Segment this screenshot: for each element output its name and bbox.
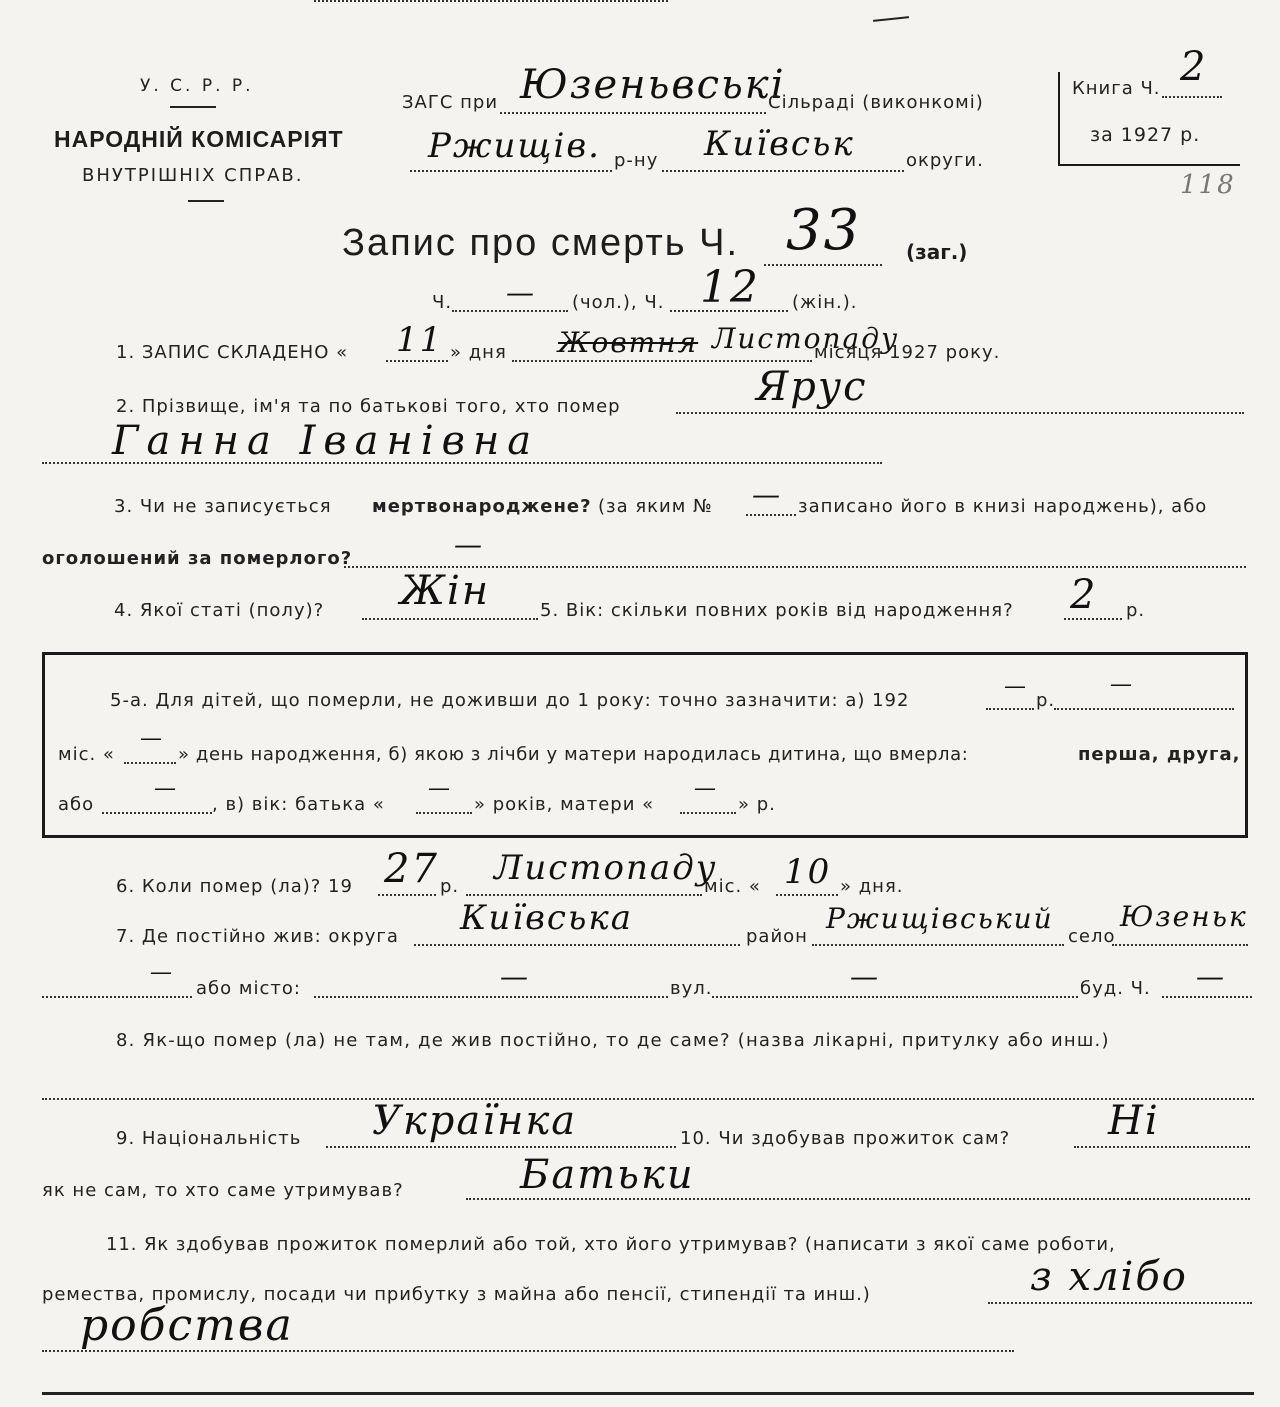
q7-line2-hw: — <box>150 960 174 985</box>
q7-vul-line <box>712 996 1078 998</box>
q5a-mother-hw: — <box>694 776 718 801</box>
q9-answer-hw: Українка <box>372 1098 578 1144</box>
q6-month-hw: Листопаду <box>494 848 718 888</box>
q5a-line2-bold: перша, друга, <box>1078 744 1241 765</box>
q7-misto-hw: — <box>500 960 530 993</box>
q1-suffix: місяця 1927 року. <box>814 342 1001 363</box>
q8-answer-line <box>42 1098 1254 1100</box>
q5a-year-suffix: р. <box>1036 690 1056 711</box>
zags-village-line <box>500 112 766 114</box>
q7-line2-start <box>42 996 192 998</box>
count-female-hw: 12 <box>700 262 760 313</box>
q5a-order-line <box>102 812 212 814</box>
margin-mark: 118 <box>1180 170 1236 200</box>
zags-suffix: Сільраді (виконкомі) <box>768 92 984 113</box>
zags-prefix: ЗАГС при <box>402 92 499 113</box>
q1-month-struck-hw: Жовтня <box>558 326 699 359</box>
q10-answer-hw: Ні <box>1108 1098 1160 1144</box>
zags-raion-line <box>410 170 612 172</box>
record-number-line <box>764 264 882 266</box>
q5a-line2-a: міс. « <box>58 744 115 765</box>
q11-answer-line <box>988 1302 1252 1304</box>
q5-age-hw: 2 <box>1070 572 1098 618</box>
q9-line2-answer-line <box>466 1198 1250 1200</box>
zags-okruha-hw: Київськ <box>704 124 855 164</box>
q11-line2: ремества, промислу, посади чи прибутку з майна або пенсії, стипендії та инш.) <box>42 1284 871 1305</box>
q1-month-hw: Листопаду <box>712 322 900 355</box>
q7-selo-label: село <box>1068 926 1116 947</box>
count-ch-label: Ч. <box>432 292 453 313</box>
header-internal-affairs: ВНУТРІШНІХ СПРАВ. <box>82 165 304 186</box>
record-title-suffix: (заг.) <box>906 240 968 264</box>
q5-label: 5. Вік: скільки повних років від народження? <box>540 600 1014 621</box>
q5a-line3-b: , в) вік: батька « <box>212 794 385 815</box>
q5a-line3-d: » р. <box>738 794 776 815</box>
q10-label: 10. Чи здобував прожиток сам? <box>680 1128 1011 1149</box>
q7-okruha-line <box>414 944 740 946</box>
zags-okruha-label: округи. <box>906 150 984 171</box>
q7-okruha-hw: Київська <box>460 898 634 938</box>
record-number-hw: 33 <box>786 198 862 263</box>
q3-label-b: (за яким № <box>598 496 713 517</box>
q5a-father-hw: — <box>428 776 452 801</box>
q7-raion-hw: Ржищівський <box>826 902 1054 935</box>
q9-line2-hw: Батьки <box>520 1152 695 1198</box>
q7-raion-label: район <box>746 926 808 947</box>
q6-month-line <box>466 894 702 896</box>
q2-name-hw: Ганна Іванівна <box>112 418 540 464</box>
q2-name-line <box>42 462 882 464</box>
q1-mid: » дня <box>450 342 507 363</box>
count-female-label: (жін.). <box>792 292 858 313</box>
q3-label-a: 3. Чи не записується <box>114 496 332 517</box>
q11-answer-hw2: робства <box>80 1300 294 1351</box>
count-male-hw: — <box>506 276 536 309</box>
q7-misto-line <box>314 0 668 2</box>
q7-bud-label: буд. Ч. <box>1080 978 1151 999</box>
q11-answer-hw1: з хлібо <box>1030 1254 1188 1300</box>
q3-answer-hw: — <box>454 528 484 561</box>
q7-misto-label: або місто: <box>196 978 301 999</box>
q5a-mother-line <box>680 812 736 814</box>
q1-label: 1. ЗАПИС СКЛАДЕНО « <box>116 342 349 363</box>
bottom-border <box>42 1392 1254 1395</box>
q5-age-suffix: р. <box>1126 600 1146 621</box>
q5-age-line <box>1064 618 1122 620</box>
q7-vul-hw: — <box>850 960 880 993</box>
q3-num-line <box>746 514 796 516</box>
q7-vul-label: вул. <box>670 978 713 999</box>
q3-label-c: записано його в книзі народжень), або <box>798 496 1208 517</box>
q6-day-line <box>776 894 838 896</box>
book-number-hw: 2 <box>1180 44 1208 90</box>
q5a-end-hw: — <box>1110 672 1134 697</box>
q6-year-hw: 27 <box>384 846 439 892</box>
q1-day-hw: 11 <box>396 320 444 360</box>
count-male-line <box>452 310 568 312</box>
q5a-year-hw: — <box>1004 674 1028 699</box>
q11-answer-line2 <box>42 1350 1014 1352</box>
q7-selo-hw: Юзеньк <box>1120 900 1248 933</box>
q11-line1: 11. Як здобував прожиток померлий або той, хто його утримував? (написати з якої саме роботи, <box>106 1234 1116 1255</box>
q3-stillborn: мертвонароджене? <box>372 496 592 517</box>
q5a-line3-c: » років, матери « <box>474 794 655 815</box>
q4-answer-hw: Жін <box>400 568 491 614</box>
q3-num-hw: — <box>752 478 782 511</box>
q2-surname-line <box>676 412 1244 414</box>
q2-surname-hw: Ярус <box>756 364 868 410</box>
book-number-line <box>1162 96 1222 98</box>
q7-raion-line <box>812 944 1064 946</box>
count-male-label: (чол.), Ч. <box>572 292 665 313</box>
top-pen-stroke <box>873 16 909 22</box>
q4-answer-line <box>362 618 538 620</box>
header-ussr: У. С. Р. Р. <box>140 76 254 96</box>
q7-misto-line-b <box>314 996 668 998</box>
q2-label: 2. Прізвище, ім'я та по батькові того, хто помер <box>116 396 621 417</box>
book-year: за 1927 р. <box>1090 124 1201 146</box>
q6-mis-label: міс. « <box>704 876 761 897</box>
q4-label: 4. Якої статі (полу)? <box>114 600 325 621</box>
q7-selo-line <box>1112 944 1248 946</box>
q6-label: 6. Коли помер (ла)? 19 <box>116 876 353 897</box>
q5a-order-hw: — <box>154 776 178 801</box>
header-commissariat: НАРОДНІЙ КОМІСАРІЯТ <box>54 126 344 152</box>
q5a-father-line <box>416 812 472 814</box>
header-rule-top <box>170 106 216 108</box>
header-rule-bottom <box>188 200 224 202</box>
q3-declared-dead: оголошений за померлого? <box>42 548 353 569</box>
q5a-end-line <box>1054 708 1234 710</box>
q5a-line3-a: або <box>58 794 95 815</box>
q1-day-line <box>386 360 448 362</box>
q9-label: 9. Національність <box>116 1128 302 1149</box>
q5a-line2-b: » день народження, б) якою з лічби у матери народилась дитина, що вмерла: <box>178 744 969 765</box>
zags-raion-hw: Ржищів. <box>428 126 601 166</box>
q7-bud-hw: — <box>1196 960 1226 993</box>
q7-label: 7. Де постійно жив: округа <box>116 926 399 947</box>
q6-r-label: р. <box>440 876 460 897</box>
q8-label: 8. Як-що помер (ла) не там, де жив постійно, то де саме? (назва лікарні, притулку або инш.) <box>116 1030 1110 1051</box>
book-label: Книга Ч. <box>1072 78 1161 99</box>
q5a-month-hw: — <box>140 726 164 751</box>
q9-answer-line <box>326 1146 676 1148</box>
zags-raion-label: р-ну <box>614 150 659 171</box>
zags-okruha-line <box>662 170 904 172</box>
q5a-year-line <box>986 708 1034 710</box>
q7-bud-line <box>1162 996 1252 998</box>
q6-year-line <box>378 894 436 896</box>
q5a-line1: 5-а. Для дітей, що померли, не доживши до 1 року: точно зазначити: а) 192 <box>110 690 910 711</box>
q6-suffix: » дня. <box>840 876 904 897</box>
q10-answer-line <box>1074 1146 1250 1148</box>
q1-month-line <box>512 360 812 362</box>
record-title: Запис про смерть Ч. <box>342 222 740 264</box>
q6-day-hw: 10 <box>784 852 832 892</box>
q9-line2-label: як не сам, то хто саме утримував? <box>42 1180 404 1201</box>
q5a-month-line <box>124 762 176 764</box>
zags-village-hw: Юзеньвські <box>520 62 786 108</box>
